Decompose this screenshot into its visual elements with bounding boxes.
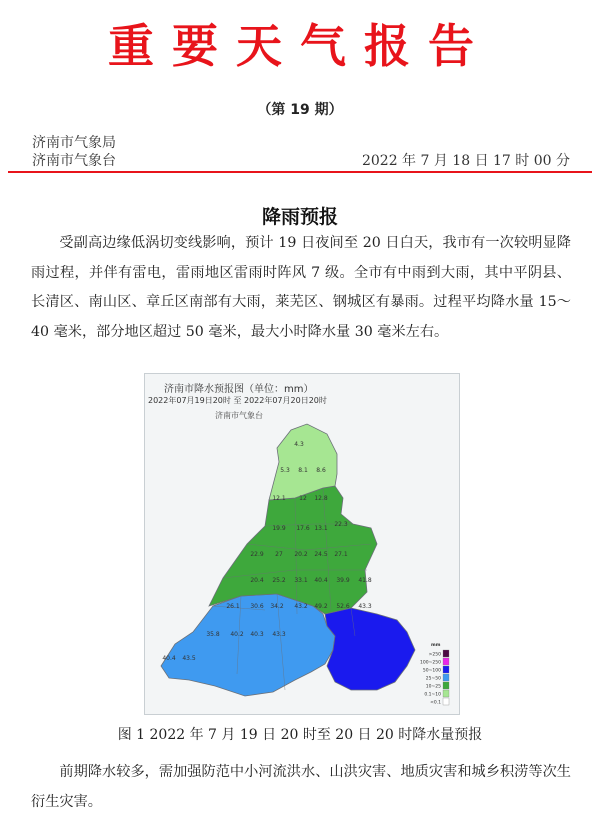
station-value: 52.6 — [336, 603, 350, 610]
station-value: 27 — [275, 551, 283, 558]
station-value: 35.8 — [206, 631, 220, 638]
station-value: 30.6 — [250, 603, 264, 610]
station-value: 49.2 — [314, 603, 328, 610]
station-value: 40.3 — [250, 631, 264, 638]
forecast-paragraph: 受副高边缘低涡切变线影响，预计 19 日夜间至 20 日白天，我市有一次较明显降雨过程，并伴有雷电，雷雨地区雷雨时阵风 7 级。全市有中雨到大雨，其中平阴县、长清区、南山区、章丘区南部有大雨，莱芜区、钢城区有暴雨。过程平均降水量 15～40 毫米，部分地区超过 50 毫米，最大小时降水量 30 毫米左右。 — [31, 235, 571, 340]
station-value: 20.2 — [294, 551, 308, 558]
station-value: 12.8 — [314, 495, 328, 502]
station-value: 19.9 — [272, 525, 286, 532]
map-svg — [145, 374, 459, 714]
precipitation-map — [144, 373, 460, 715]
station-value: 12.1 — [272, 495, 286, 502]
legend-swatch — [443, 682, 449, 689]
map-issuer: 济南市气象台 — [215, 411, 263, 420]
station-value: 22.9 — [250, 551, 264, 558]
map-time-range: 2022年07月19日20时 至 2022年07月20日20时 — [148, 396, 327, 405]
legend-swatch — [443, 690, 449, 697]
station-value: 17.6 — [296, 525, 310, 532]
legend-unit: mm — [431, 643, 441, 648]
report-title: 重要天气报告 — [108, 19, 492, 73]
header-divider — [8, 171, 592, 173]
station-value: 4.3 — [294, 441, 304, 448]
station-value: 8.6 — [316, 467, 326, 474]
issuing-bureau: 济南市气象局 — [32, 135, 116, 151]
station-value: 41.8 — [358, 577, 372, 584]
station-value: 39.9 — [336, 577, 350, 584]
warning-paragraph: 前期降水较多，需加强防范中小河流洪水、山洪灾害、地质灾害和城乡积涝等次生衍生灾害。 — [31, 764, 571, 810]
station-value: 40.2 — [230, 631, 244, 638]
station-value: 12 — [299, 495, 307, 502]
issuing-station: 济南市气象台 — [32, 153, 116, 169]
issue-number: （第 19 期） — [257, 102, 343, 118]
issue-datetime: 2022 年 7 月 18 日 17 时 00 分 — [361, 153, 570, 169]
section-title: 降雨预报 — [261, 206, 338, 228]
legend-label: 10~25 — [425, 684, 441, 690]
station-value: 26.1 — [226, 603, 240, 610]
station-value: 25.2 — [272, 577, 286, 584]
station-value: 20.4 — [250, 577, 264, 584]
legend-swatch — [443, 658, 449, 665]
station-value: 33.1 — [294, 577, 308, 584]
legend-swatch — [443, 698, 449, 705]
legend-swatch — [443, 666, 449, 673]
station-value: 40.4 — [314, 577, 328, 584]
station-value: 43.3 — [358, 603, 372, 610]
station-value: 43.3 — [272, 631, 286, 638]
legend-label: <0.1 — [430, 700, 441, 706]
station-value: 43.2 — [294, 603, 308, 610]
station-value: 5.3 — [280, 467, 290, 474]
map-title: 济南市降水预报图（单位：mm） — [164, 384, 314, 395]
station-value: 43.5 — [182, 655, 196, 662]
region-middle — [209, 486, 377, 614]
station-value: 34.2 — [270, 603, 284, 610]
legend-label: 0.1~10 — [424, 692, 441, 698]
station-value: 22.3 — [334, 521, 348, 528]
figure-caption: 图 1 2022 年 7 月 19 日 20 时至 20 日 20 时降水量预报 — [117, 727, 483, 743]
region-east — [325, 608, 415, 690]
legend-label: >250 — [428, 652, 441, 658]
legend-label: 100~250 — [420, 660, 441, 666]
region-south-west — [161, 594, 335, 696]
station-value: 27.1 — [334, 551, 348, 558]
legend-label: 50~100 — [422, 668, 441, 674]
legend-label: 25~50 — [425, 676, 441, 682]
legend-swatch — [443, 674, 449, 681]
station-value: 40.4 — [162, 655, 176, 662]
station-value: 8.1 — [298, 467, 308, 474]
station-value: 13.1 — [314, 525, 328, 532]
station-value: 24.5 — [314, 551, 328, 558]
legend-swatch — [443, 650, 449, 657]
